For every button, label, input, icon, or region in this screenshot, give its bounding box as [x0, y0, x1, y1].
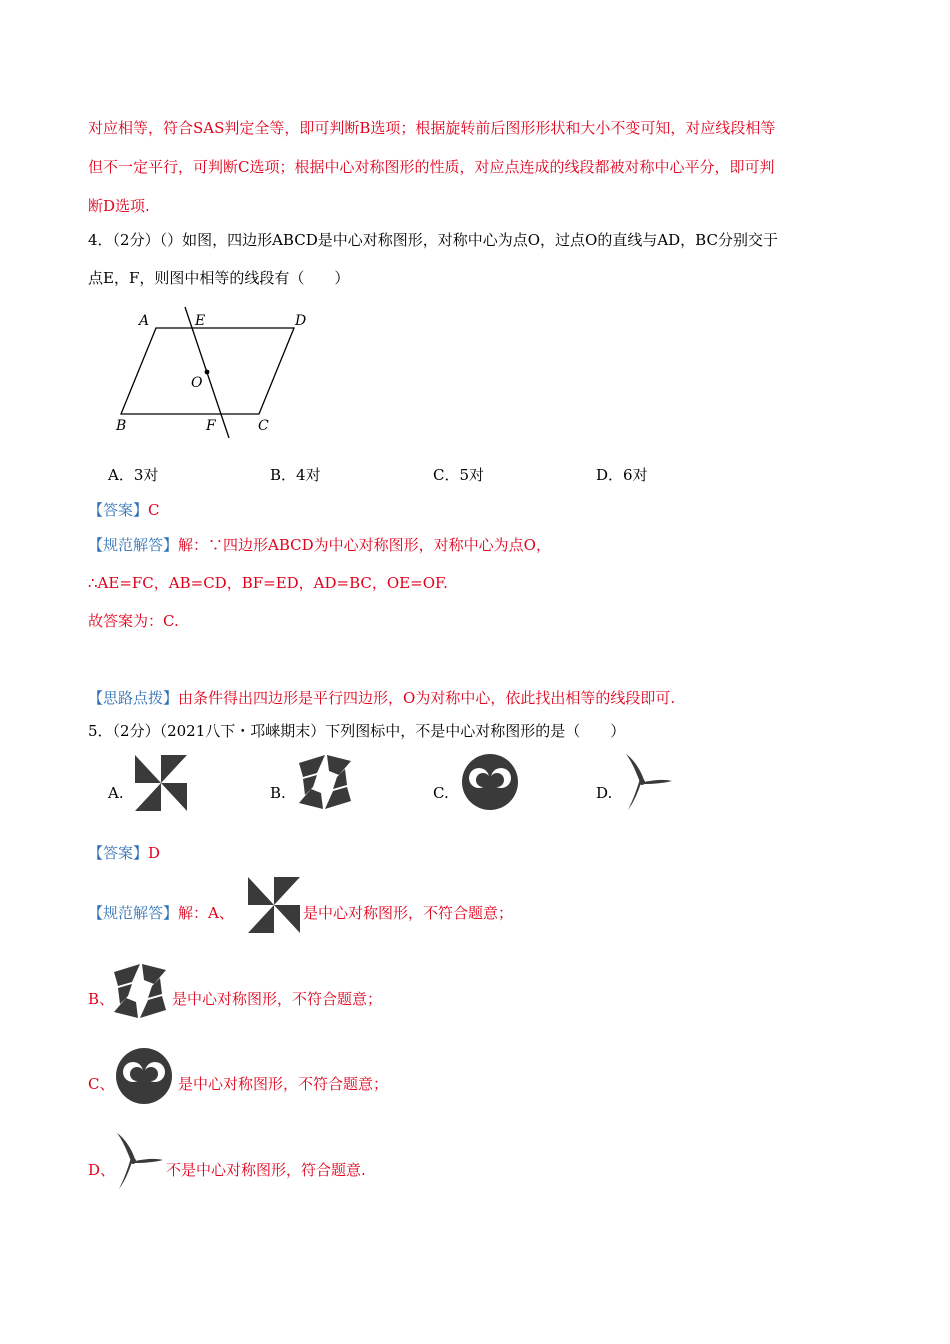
- solution-tag: 【规范解答】: [88, 904, 179, 922]
- solution-c-suffix: 是中心对称图形，不符合题意；: [178, 1075, 389, 1093]
- hint-tag: 【思路点拨】: [88, 689, 179, 707]
- q4-answer: [88, 500, 160, 520]
- q4-solution-line-3: 故答案为：C.: [88, 612, 179, 630]
- circle-yin-icon: [115, 1047, 173, 1105]
- solution-tag: 【规范解答】: [88, 536, 179, 554]
- q4-stem-line-2: 点E，F，则图中相等的线段有（ ）: [88, 269, 350, 287]
- solution-text: 解：∵四边形ABCD为中心对称图形，对称中心为点O，: [178, 536, 551, 554]
- q4-stem-line-1: 4．（2分）（）如图，四边形ABCD是中心对称图形，对称中心为点O，过点O的直线与AD，BC分别交于: [88, 231, 778, 249]
- label-a: A: [139, 313, 150, 329]
- propeller-icon: [113, 1131, 165, 1191]
- pinwheel-icon: [248, 876, 300, 934]
- square-pinwheel-icon: [295, 753, 355, 811]
- parallelogram-figure: [108, 305, 348, 445]
- point-o: [205, 370, 210, 375]
- solution-b-prefix: B、: [88, 990, 115, 1008]
- propeller-icon: [622, 752, 674, 812]
- solution-d-prefix: D、: [88, 1161, 116, 1179]
- q4-solution-line-1: [88, 535, 551, 555]
- solution-d-suffix: 不是中心对称图形，符合题意.: [166, 1161, 366, 1179]
- label-o: O: [191, 375, 203, 391]
- q5-stem: 5．（2分）（2021八下・邛崃期末）下列图标中，不是中心对称图形的是（ ）: [88, 722, 626, 740]
- circle-yin-icon: [461, 753, 519, 811]
- label-c: C: [258, 418, 269, 434]
- q4-option-a: A．3对: [108, 466, 159, 484]
- answer-value: C: [148, 501, 160, 519]
- q5-solution-a: [88, 903, 234, 923]
- explanation-line-3: 断D选项.: [88, 197, 150, 215]
- q5-option-label-a: A.: [108, 784, 124, 802]
- answer-tag: 【答案】: [88, 844, 149, 862]
- answer-tag: 【答案】: [88, 501, 149, 519]
- q5-option-label-b: B.: [270, 784, 286, 802]
- square-pinwheel-icon: [110, 962, 170, 1020]
- solution-a-suffix: 是中心对称图形，不符合题意；: [303, 904, 514, 922]
- q4-option-d: D．6对: [596, 466, 648, 484]
- solution-c-prefix: C、: [88, 1075, 115, 1093]
- q5-option-label-c: C.: [433, 784, 449, 802]
- label-e: E: [195, 313, 206, 329]
- explanation-line-2: 但不一定平行，可判断C选项；根据中心对称图形的性质，对应点连成的线段都被对称中心平分，即可判: [88, 158, 775, 176]
- q5-answer: [88, 843, 160, 863]
- answer-value: D: [148, 844, 161, 862]
- solution-b-suffix: 是中心对称图形，不符合题意；: [172, 990, 383, 1008]
- q4-solution-line-2: ∴AE=FC，AB=CD，BF=ED，AD=BC，OE=OF.: [88, 574, 448, 592]
- q5-option-label-d: D.: [596, 784, 613, 802]
- solution-a-prefix: 解：A、: [178, 904, 234, 922]
- label-b: B: [116, 418, 127, 434]
- q4-option-c: C．5对: [433, 466, 485, 484]
- label-d: D: [295, 313, 307, 329]
- hint-text: 由条件得出四边形是平行四边形，O为对称中心，依此找出相等的线段即可.: [178, 689, 676, 707]
- label-f: F: [206, 418, 216, 434]
- q4-option-b: B．4对: [270, 466, 321, 484]
- pinwheel-icon: [135, 755, 187, 811]
- explanation-line-1: 对应相等，符合SAS判定全等，即可判断B选项；根据旋转前后图形形状和大小不变可知，对应线段相等: [88, 119, 776, 137]
- q4-hint: [88, 688, 675, 708]
